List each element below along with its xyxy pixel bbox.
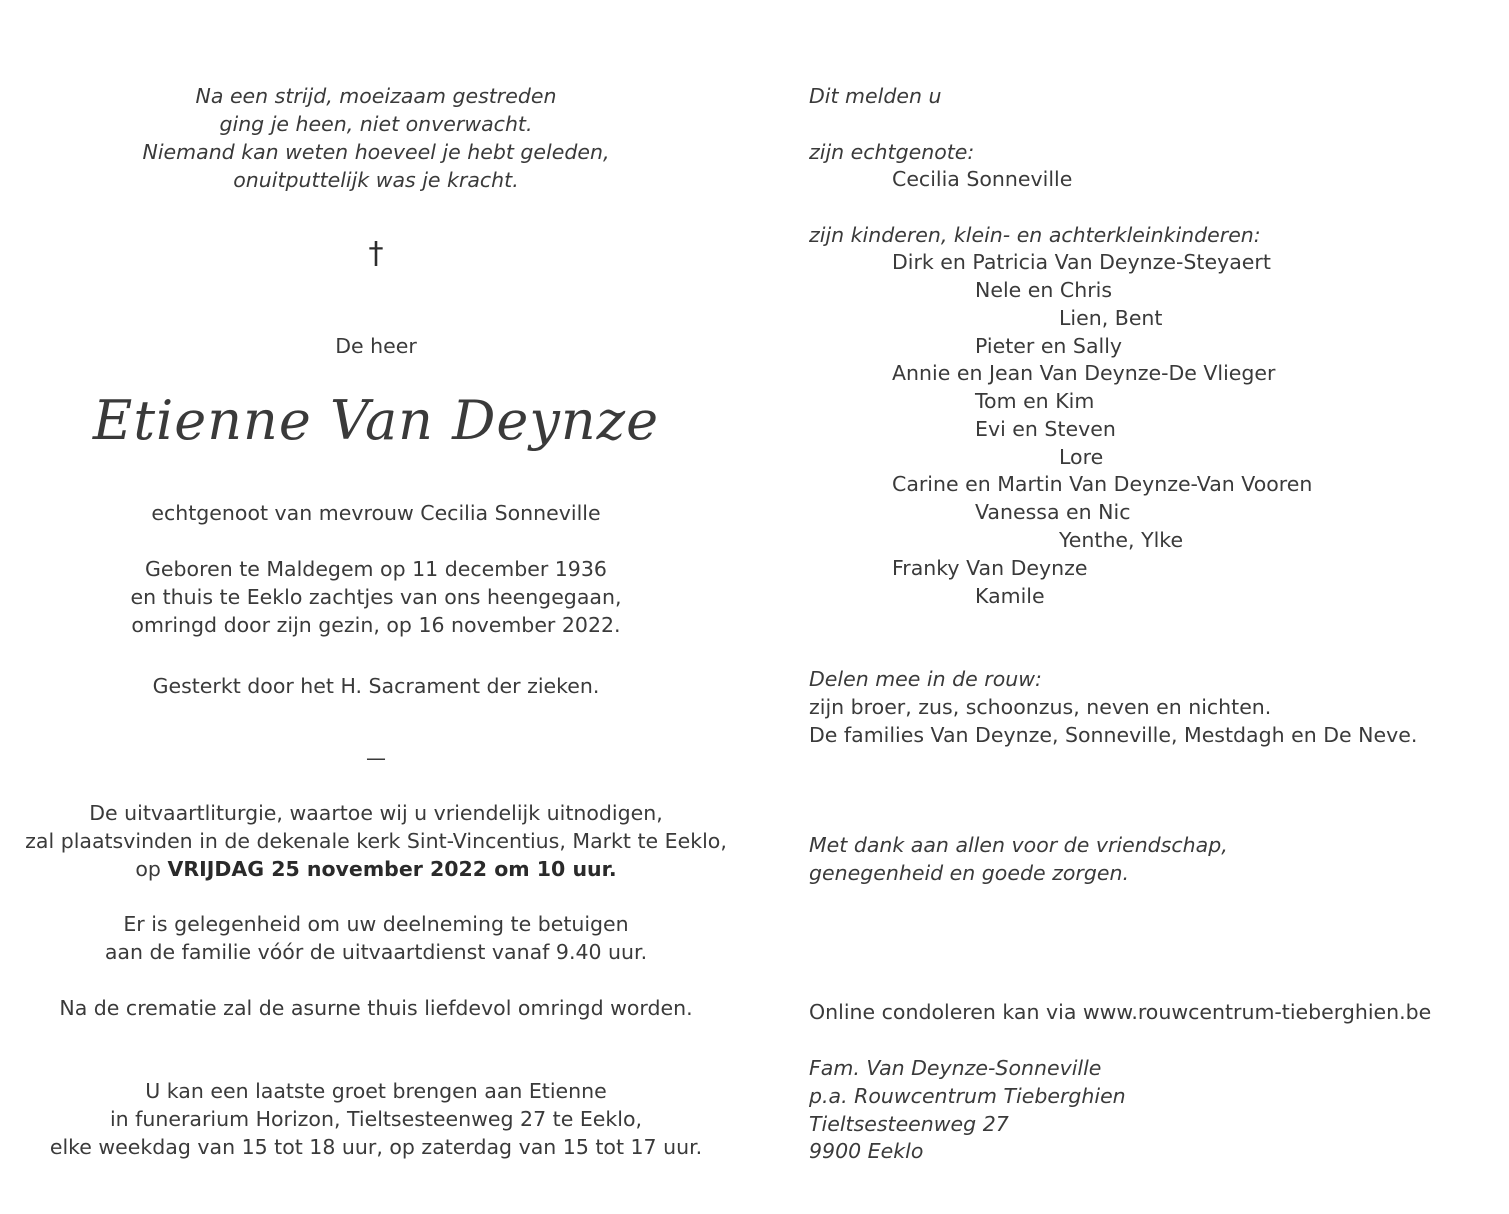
cremation-line: Na de crematie zal de asurne thuis liefdevol omringd worden. — [59, 996, 693, 1020]
liturgy-line: zal plaatsvinden in de dekenale kerk Sint-Vincentius, Markt te Eeklo, — [25, 829, 727, 853]
poem-line: Na een strijd, moeizaam gestreden — [195, 84, 557, 108]
address-line: 9900 Eeklo — [809, 1139, 924, 1163]
liturgy-line: De uitvaartliturgie, waartoe wij u vriendelijk uitnodigen, — [89, 801, 663, 825]
condolence-line: Er is gelegenheid om uw deelneming te betuigen — [123, 912, 629, 936]
visit-info — [0, 1077, 752, 1161]
condolence-info — [0, 910, 752, 966]
online-condolence-link[interactable]: Online condoleren kan via www.rouwcentrum-tieberghien.be — [809, 1000, 1432, 1024]
sacrament-line: Gesterkt door het H. Sacrament der zieken. — [152, 674, 600, 698]
family-member: Lien, Bent — [1059, 306, 1163, 330]
liturgy — [0, 799, 752, 883]
address-line: Fam. Van Deynze-Sonneville — [809, 1056, 1102, 1080]
family-member: Carine en Martin Van Deynze-Van Vooren — [892, 472, 1313, 496]
intro-line: Dit melden u — [809, 84, 942, 108]
spouse-line: echtgenoot van mevrouw Cecilia Sonneville — [151, 501, 601, 525]
birth-death-line: omringd door zijn gezin, op 16 november 2022. — [131, 613, 621, 637]
visit-line: elke weekdag van 15 tot 18 uur, op zaterdag van 15 tot 17 uur. — [49, 1135, 703, 1159]
visit-line: in funerarium Horizon, Tieltsesteenweg 27 te Eeklo, — [109, 1107, 643, 1131]
birth-death-line: Geboren te Maldegem op 11 december 1936 — [145, 557, 607, 581]
family-member: Yenthe, Ylke — [1059, 528, 1184, 552]
spouse-label: zijn echtgenote: — [809, 140, 975, 164]
family-member: Evi en Steven — [975, 417, 1116, 441]
birth-death-line: en thuis te Eeklo zachtjes van ons heengegaan, — [130, 585, 622, 609]
family-member: Annie en Jean Van Deynze-De Vlieger — [892, 361, 1276, 385]
cross-icon: † — [368, 236, 384, 271]
liturgy-date-line — [0, 855, 752, 883]
family-member: Kamile — [975, 584, 1045, 608]
poem — [0, 82, 752, 194]
deceased-name: Etienne Van Deynze — [92, 389, 660, 452]
separator: — — [366, 746, 386, 770]
address-line: Tieltsesteenweg 27 — [809, 1112, 1009, 1136]
family-member: Lore — [1059, 445, 1104, 469]
title-prefix: De heer — [335, 334, 417, 358]
family-member: Franky Van Deynze — [892, 556, 1088, 580]
condolence-line: aan de familie vóór de uitvaartdienst vanaf 9.40 uur. — [104, 940, 648, 964]
poem-line: ging je heen, niet onverwacht. — [219, 112, 533, 136]
mourning-label: Delen mee in de rouw: — [809, 667, 1042, 691]
address-line: p.a. Rouwcentrum Tieberghien — [809, 1084, 1126, 1108]
family-member: Vanessa en Nic — [975, 500, 1131, 524]
children-label: zijn kinderen, klein- en achterkleinkinderen: — [809, 223, 1261, 247]
visit-line: U kan een laatste groet brengen aan Etienne — [145, 1079, 607, 1103]
family-member: Nele en Chris — [975, 278, 1113, 302]
liturgy-date-prefix: op — [135, 857, 168, 881]
spouse-name: Cecilia Sonneville — [892, 167, 1073, 191]
mourning-line: De families Van Deynze, Sonneville, Mestdagh en De Neve. — [809, 723, 1418, 747]
left-column — [0, 0, 752, 1214]
family-member: Dirk en Patricia Van Deynze-Steyaert — [892, 250, 1271, 274]
thanks-line: Met dank aan allen voor de vriendschap, — [809, 833, 1228, 857]
birth-death — [0, 555, 752, 639]
poem-line: onuitputtelijk was je kracht. — [233, 168, 519, 192]
mourning-line: zijn broer, zus, schoonzus, neven en nichten. — [809, 695, 1272, 719]
liturgy-date: VRIJDAG 25 november 2022 om 10 uur. — [167, 857, 617, 881]
right-column — [809, 0, 1499, 1214]
thanks-line: genegenheid en goede zorgen. — [809, 861, 1129, 885]
family-member: Pieter en Sally — [975, 334, 1123, 358]
family-member: Tom en Kim — [975, 389, 1095, 413]
poem-line: Niemand kan weten hoeveel je hebt geleden, — [142, 140, 610, 164]
